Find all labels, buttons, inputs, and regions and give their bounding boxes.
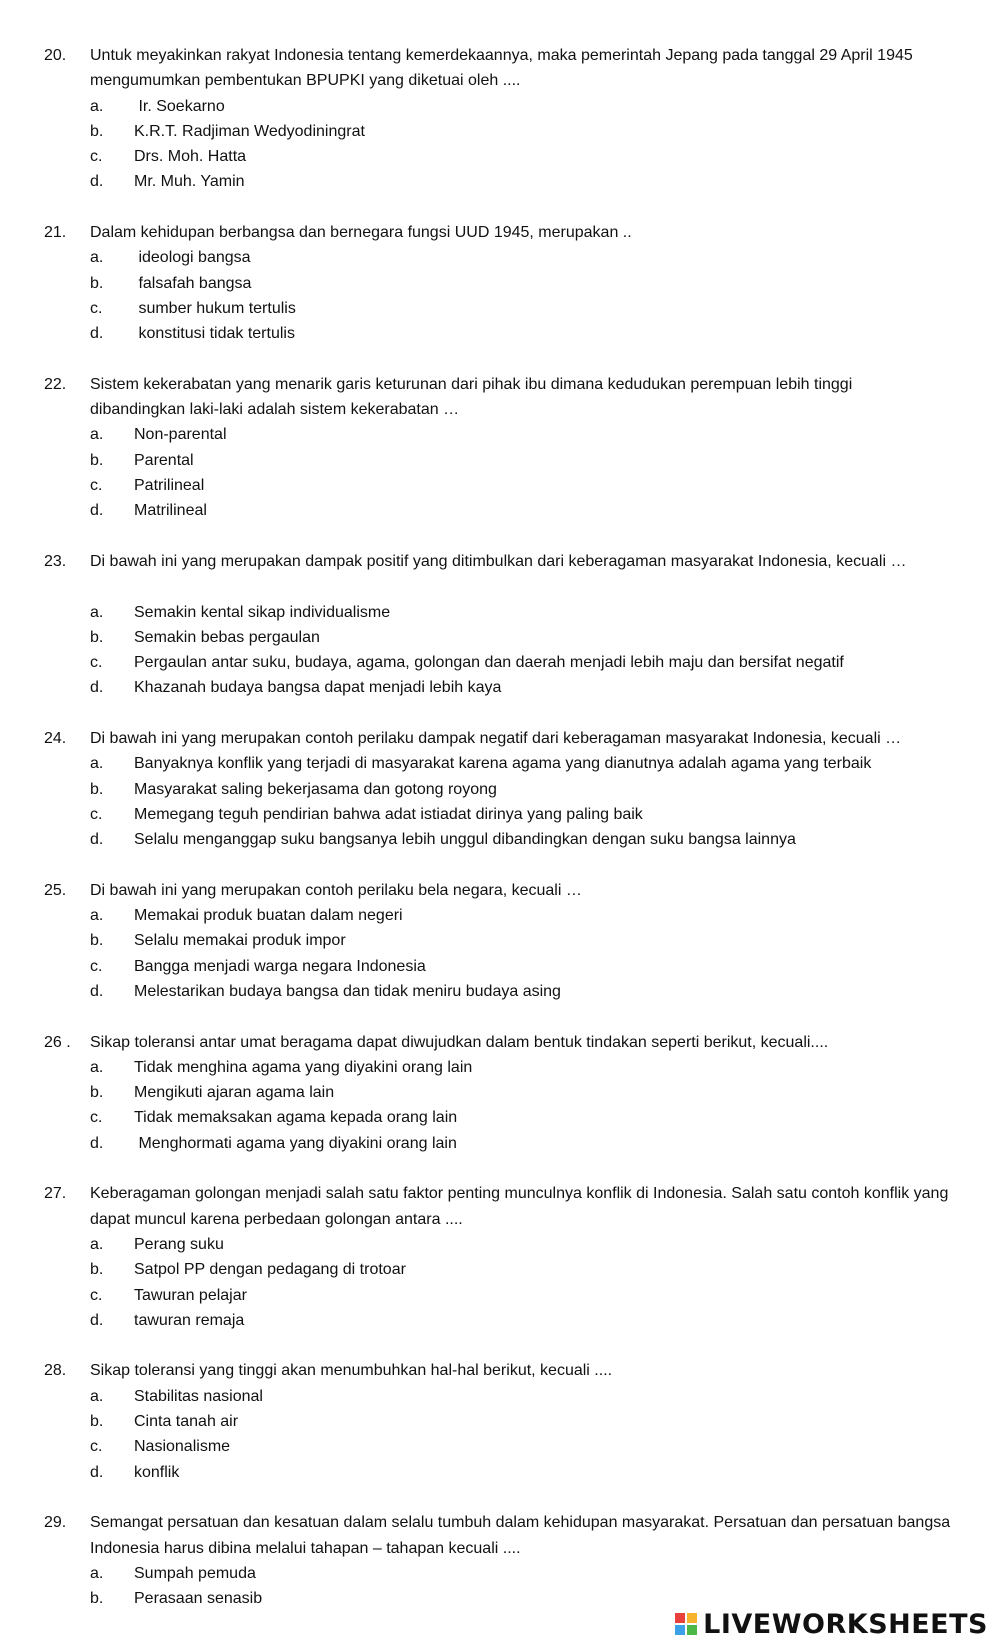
question-text-line: mengumumkan pembentukan BPUPKI yang diketuai oleh .... xyxy=(90,72,521,90)
answer-option xyxy=(44,1131,984,1156)
answer-option xyxy=(44,1080,984,1105)
liveworksheets-logo xyxy=(675,1607,988,1641)
option-letter: d. xyxy=(90,173,104,191)
option-text: Mengikuti ajaran agama lain xyxy=(134,1084,335,1102)
question-number: 24. xyxy=(44,730,67,748)
option-text: sumber hukum tertulis xyxy=(134,299,296,317)
option-letter: a. xyxy=(90,97,104,115)
option-letter: d. xyxy=(90,1311,104,1329)
answer-option xyxy=(44,448,984,473)
question-text-line: Untuk meyakinkan rakyat Indonesia tentang kemerdekaannya, maka pemerintah Jepang pada tanggal 29 April 1945 xyxy=(90,47,913,64)
option-text: Ir. Soekarno xyxy=(134,97,225,115)
option-text: Tidak memaksakan agama kepada orang lain xyxy=(134,1109,458,1127)
question-text-line: Sikap toleransi antar umat beragama dapat diwujudkan dalam bentuk tindakan seperti berikut, kecuali.... xyxy=(90,1033,829,1051)
option-text: Perang suku xyxy=(134,1235,224,1253)
question-stem xyxy=(44,878,984,903)
question-number: 22. xyxy=(44,375,67,393)
option-text: Patrilineal xyxy=(134,477,205,495)
option-text: Memakai produk buatan dalam negeri xyxy=(134,907,403,925)
question-28 xyxy=(44,1358,984,1484)
question-number: 23. xyxy=(44,552,67,570)
logo-wordmark: LIVEWORKSHEETS xyxy=(703,1608,988,1640)
option-text: Memegang teguh pendirian bahwa adat istiadat dirinya yang paling baik xyxy=(134,805,643,823)
option-letter: b. xyxy=(90,628,104,646)
question-24 xyxy=(44,726,984,852)
option-text: Non-parental xyxy=(134,426,227,444)
option-letter: a. xyxy=(90,1058,104,1076)
question-number: 20. xyxy=(44,47,67,64)
answer-option xyxy=(44,1055,984,1080)
option-text: Melestarikan budaya bangsa dan tidak meniru budaya asing xyxy=(134,982,561,1000)
question-stem xyxy=(44,549,984,574)
answer-option xyxy=(44,1257,984,1282)
option-letter: c. xyxy=(90,477,103,495)
question-stem xyxy=(44,726,984,751)
answer-option xyxy=(44,245,984,270)
option-letter: d. xyxy=(90,325,104,343)
option-text: Mr. Muh. Yamin xyxy=(134,173,245,191)
option-text: K.R.T. Radjiman Wedyodiningrat xyxy=(134,122,365,140)
option-letter: b. xyxy=(90,1261,104,1279)
option-letter: a. xyxy=(90,249,104,267)
question-number: 25. xyxy=(44,881,67,899)
option-text: konflik xyxy=(134,1463,180,1481)
option-letter: d. xyxy=(90,502,104,520)
answer-option xyxy=(44,777,984,802)
question-text-line: Dalam kehidupan berbangsa dan bernegara fungsi UUD 1945, merupakan .. xyxy=(90,224,632,242)
option-letter: b. xyxy=(90,932,104,950)
option-text: Masyarakat saling bekerjasama dan gotong royong xyxy=(134,780,497,798)
option-text: Perasaan senasib xyxy=(134,1590,263,1608)
logo-square-yellow xyxy=(687,1613,697,1623)
option-letter: d. xyxy=(90,1134,104,1152)
logo-square-blue xyxy=(675,1625,685,1635)
answer-option xyxy=(44,1283,984,1308)
question-text-line: Keberagaman golongan menjadi salah satu faktor penting munculnya konflik di Indonesia. Salah satu contoh konflik yang xyxy=(90,1185,949,1203)
option-letter: b. xyxy=(90,1413,104,1431)
option-letter: c. xyxy=(90,1109,103,1127)
answer-option xyxy=(44,802,984,827)
question-stem xyxy=(44,1181,984,1232)
option-text: ideologi bangsa xyxy=(134,249,251,267)
option-text: konstitusi tidak tertulis xyxy=(134,325,295,343)
answer-option xyxy=(44,928,984,953)
option-text: Bangga menjadi warga negara Indonesia xyxy=(134,957,426,975)
option-text: Banyaknya konflik yang terjadi di masyarakat karena agama yang dianutnya adalah agama yang terbaik xyxy=(134,755,872,773)
question-text-line: dibandingkan laki-laki adalah sistem kekerabatan … xyxy=(90,401,460,419)
question-stem xyxy=(44,1510,984,1561)
option-letter: b. xyxy=(90,780,104,798)
answer-option xyxy=(44,827,984,852)
answer-option xyxy=(44,498,984,523)
question-text-line: Indonesia harus dibina melalui tahapan – tahapan kecuali .... xyxy=(90,1539,521,1557)
answer-option xyxy=(44,1105,984,1130)
question-number: 28. xyxy=(44,1362,67,1380)
option-letter: c. xyxy=(90,654,103,672)
answer-option xyxy=(44,1434,984,1459)
question-stem xyxy=(44,1358,984,1383)
answer-option xyxy=(44,650,984,675)
option-text: falsafah bangsa xyxy=(134,274,252,292)
question-text-line: Di bawah ini yang merupakan dampak positif yang ditimbulkan dari keberagaman masyarakat Indonesia, kecuali … xyxy=(90,552,907,570)
question-26 xyxy=(44,1030,984,1156)
logo-square-red xyxy=(675,1613,685,1623)
question-text-line: Di bawah ini yang merupakan contoh perilaku dampak negatif dari keberagaman masyarakat Indonesia, kecuali … xyxy=(90,730,902,748)
answer-option xyxy=(44,119,984,144)
answer-option xyxy=(44,625,984,650)
option-text: Tawuran pelajar xyxy=(134,1286,247,1304)
answer-option xyxy=(44,1384,984,1409)
answer-option xyxy=(44,1460,984,1485)
option-text: Semakin kental sikap individualisme xyxy=(134,603,391,621)
option-text: Drs. Moh. Hatta xyxy=(134,148,247,166)
question-22 xyxy=(44,372,984,524)
option-text: Parental xyxy=(134,451,194,469)
answer-option xyxy=(44,422,984,447)
question-number: 26 . xyxy=(44,1033,71,1051)
answer-option xyxy=(44,296,984,321)
option-text: Menghormati agama yang diyakini orang lain xyxy=(134,1134,457,1152)
option-letter: a. xyxy=(90,1387,104,1405)
question-text-line: Semangat persatuan dan kesatuan dalam selalu tumbuh dalam kehidupan masyarakat. Persatuan dan persatuan bangsa xyxy=(90,1514,951,1532)
answer-option xyxy=(44,321,984,346)
option-letter: d. xyxy=(90,831,104,849)
option-letter: d. xyxy=(90,982,104,1000)
question-25 xyxy=(44,878,984,1004)
answer-option xyxy=(44,979,984,1004)
answer-option xyxy=(44,1308,984,1333)
option-letter: a. xyxy=(90,1235,104,1253)
question-27 xyxy=(44,1181,984,1333)
answer-option xyxy=(44,169,984,194)
option-letter: a. xyxy=(90,1564,104,1582)
option-text: Stabilitas nasional xyxy=(134,1387,263,1405)
option-letter: c. xyxy=(90,1438,103,1456)
option-text: Sumpah pemuda xyxy=(134,1564,256,1582)
logo-square-green xyxy=(687,1625,697,1635)
option-letter: a. xyxy=(90,603,104,621)
option-text: Selalu memakai produk impor xyxy=(134,932,346,950)
question-number: 27. xyxy=(44,1185,67,1203)
option-text: Selalu menganggap suku bangsanya lebih unggul dibandingkan dengan suku bangsa lainnya xyxy=(134,831,796,849)
option-letter: b. xyxy=(90,122,104,140)
option-text: Pergaulan antar suku, budaya, agama, golongan dan daerah menjadi lebih maju dan bersifat negatif xyxy=(134,654,844,672)
option-letter: b. xyxy=(90,451,104,469)
spacer xyxy=(44,574,984,599)
liveworksheets-logo-icon xyxy=(675,1613,697,1635)
option-letter: d. xyxy=(90,679,104,697)
worksheet-document xyxy=(44,43,984,1637)
answer-option xyxy=(44,271,984,296)
option-letter: d. xyxy=(90,1463,104,1481)
question-number: 21. xyxy=(44,224,67,242)
option-letter: c. xyxy=(90,805,103,823)
option-letter: c. xyxy=(90,299,103,317)
question-stem xyxy=(44,220,984,245)
answer-option xyxy=(44,751,984,776)
option-letter: c. xyxy=(90,148,103,166)
answer-option xyxy=(44,94,984,119)
option-letter: b. xyxy=(90,274,104,292)
question-text-line: Di bawah ini yang merupakan contoh perilaku bela negara, kecuali … xyxy=(90,881,582,899)
question-21 xyxy=(44,220,984,346)
answer-option xyxy=(44,675,984,700)
option-letter: c. xyxy=(90,1286,103,1304)
answer-option xyxy=(44,600,984,625)
option-letter: c. xyxy=(90,957,103,975)
answer-option xyxy=(44,144,984,169)
option-text: Cinta tanah air xyxy=(134,1413,239,1431)
question-20 xyxy=(44,43,984,195)
question-number: 29. xyxy=(44,1514,67,1532)
option-letter: a. xyxy=(90,755,104,773)
option-letter: b. xyxy=(90,1084,104,1102)
question-text-line: dapat muncul karena perbedaan golongan antara .... xyxy=(90,1210,463,1228)
option-text: Khazanah budaya bangsa dapat menjadi lebih kaya xyxy=(134,679,502,697)
question-text-line: Sikap toleransi yang tinggi akan menumbuhkan hal-hal berikut, kecuali .... xyxy=(90,1362,613,1380)
option-text: tawuran remaja xyxy=(134,1311,245,1329)
answer-option xyxy=(44,954,984,979)
question-stem xyxy=(44,1030,984,1055)
question-stem xyxy=(44,43,984,94)
option-text: Semakin bebas pergaulan xyxy=(134,628,320,646)
option-text: Satpol PP dengan pedagang di trotoar xyxy=(134,1261,406,1279)
option-text: Matrilineal xyxy=(134,502,207,520)
answer-option xyxy=(44,1409,984,1434)
answer-option xyxy=(44,1561,984,1586)
option-letter: a. xyxy=(90,426,104,444)
question-text-line: Sistem kekerabatan yang menarik garis keturunan dari pihak ibu dimana kedudukan perempuan lebih tinggi xyxy=(90,375,853,393)
answer-option xyxy=(44,473,984,498)
question-stem xyxy=(44,372,984,423)
question-29 xyxy=(44,1510,984,1611)
answer-option xyxy=(44,903,984,928)
option-text: Tidak menghina agama yang diyakini orang lain xyxy=(134,1058,473,1076)
option-letter: a. xyxy=(90,907,104,925)
option-text: Nasionalisme xyxy=(134,1438,231,1456)
option-letter: b. xyxy=(90,1590,104,1608)
answer-option xyxy=(44,1232,984,1257)
question-23 xyxy=(44,549,984,701)
